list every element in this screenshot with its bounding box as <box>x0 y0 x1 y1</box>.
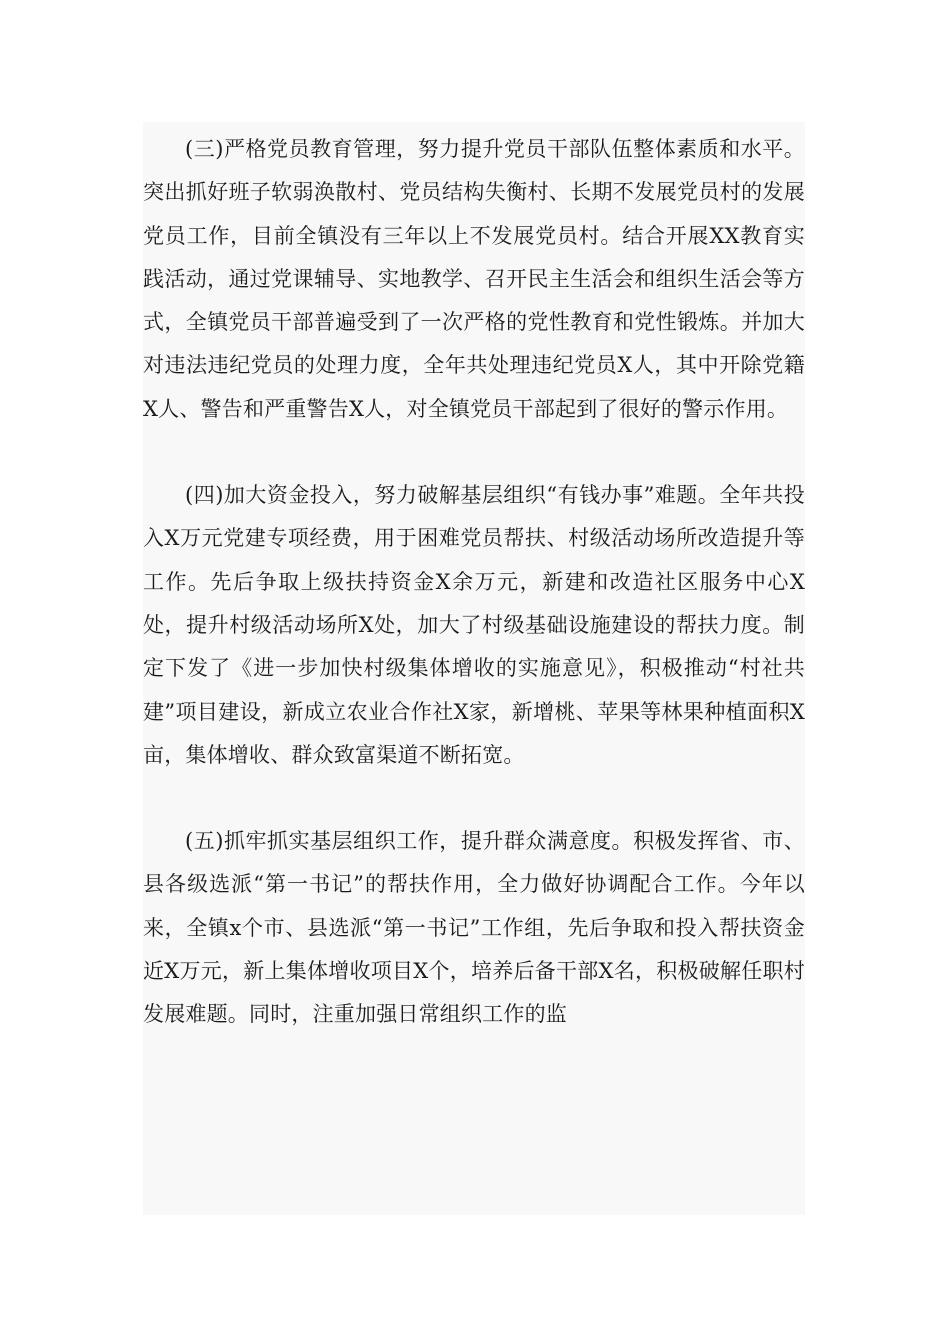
paragraph-4: (四)加大资金投入，努力破解基层组织“有钱办事”难题。全年共投入X万元党建专项经费，用于困难党员帮扶、村级活动场所改造提升等工作。先后争取上级扶持资金X余万元，新建和改造社区服务中心X处，提升村级活动场所X处，加大了村级基础设施建设的帮扶力度。制定下发了《进一步加快村级集体增收的实施意见》，积极推动“村社共建”项目建设，新成立农业合作社X家，新增桃、苹果等林果种植面积X亩，集体增收、群众致富渠道不断拓宽。 <box>143 483 805 767</box>
paragraph-5: (五)抓牢抓实基层组织工作，提升群众满意度。积极发挥省、市、县各级选派“第一书记”的帮扶作用，全力做好协调配合工作。今年以来，全镇x个市、县选派“第一书记”工作组，先后争取和投入帮扶资金近X万元，新上集体增收项目X个，培养后备干部X名，积极破解任职村发展难题。同时，注重加强日常组织工作的监 <box>143 829 805 1027</box>
paragraph-3: (三)严格党员教育管理，努力提升党员干部队伍整体素质和水平。突出抓好班子软弱涣散村、党员结构失衡村、长期不发展党员村的发展党员工作，目前全镇没有三年以上不发展党员村。结合开展XX教育实践活动，通过党课辅导、实地教学、召开民主生活会和组织生活会等方式，全镇党员干部普遍受到了一次严格的党性教育和党性锻炼。并加大对违法违纪党员的处理力度，全年共处理违纪党员X人，其中开除党籍X人、警告和严重警告X人，对全镇党员干部起到了很好的警示作用。 <box>143 137 805 421</box>
document-page <box>143 122 805 1215</box>
